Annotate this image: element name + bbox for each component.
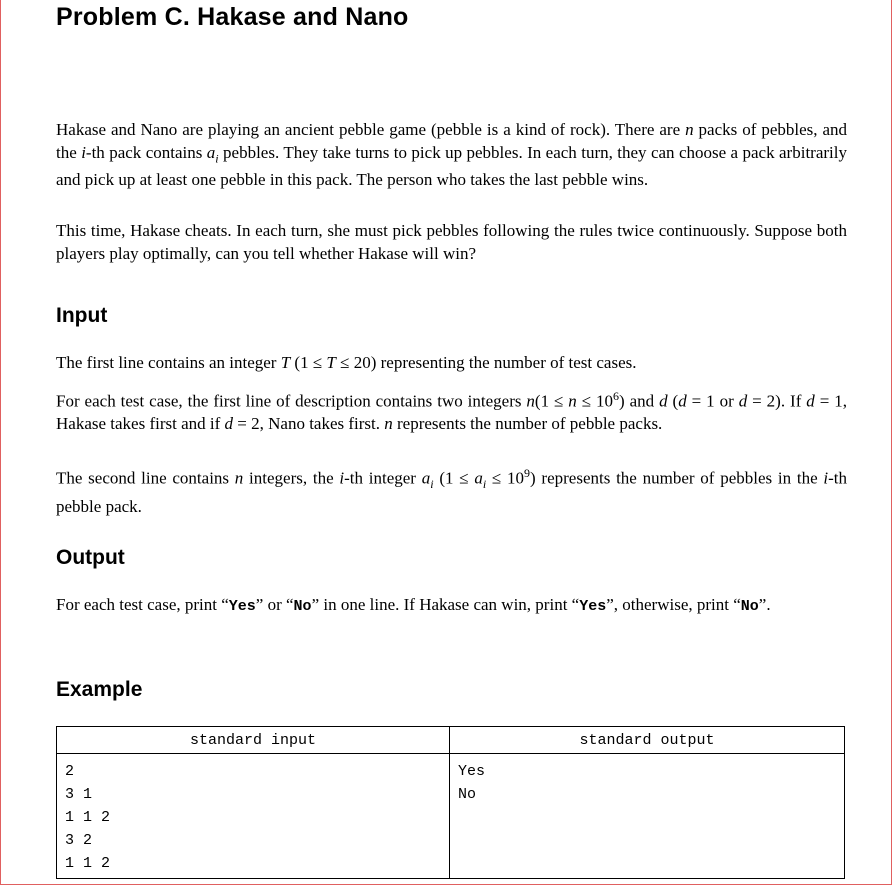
input-line: 2	[65, 763, 75, 780]
input-paragraph-1: The first line contains an integer T (1 ≤ T ≤ 20) representing the number of test cases.	[56, 353, 637, 372]
input-paragraph-3: The second line contains n integers, the i-th integer $a_i$ $(1 \le a_i \le 10^9)$ represents the number of pebbles in the i-th pebble pack.	[56, 466, 847, 516]
example-input-header: standard input	[57, 727, 450, 754]
example-table	[56, 726, 845, 879]
input-line: 3 2	[65, 832, 93, 849]
example-input-cell	[57, 754, 450, 879]
input-line: 3 1	[65, 786, 93, 803]
statement-paragraph-1: Hakase and Nano are playing an ancient pebble game (pebble is a kind of rock). There are n packs of pebbles, and the i-th pack contains $a_i$ pebbles. They take turns to pick up pebbles. In each turn, they can choose a pack arbitrarily and pick up at least one pebble in this pack. The person who takes the last pebble wins.	[56, 120, 848, 190]
example-output-header: standard output	[450, 727, 845, 754]
output-heading: Output	[56, 546, 125, 569]
output-line: Yes	[458, 763, 486, 780]
output-paragraph: For each test case, print “Yes” or “No” in one line. If Hakase can win, print “Yes”, otherwise, print “No”.	[56, 595, 771, 615]
input-line: 1 1 2	[65, 809, 111, 826]
example-output-cell	[450, 754, 845, 879]
input-heading: Input	[56, 304, 108, 327]
statement-paragraph-2: This time, Hakase cheats. In each turn, she must pick pebbles following the rules twice continuously. Suppose both players play optimally, can you tell whether Hakase will win?	[56, 221, 847, 263]
input-paragraph-2: For each test case, the first line of description contains two integers $n(1 \le n \le 10^6)$ and d (d = 1 or d = 2). If d = 1, Hakase takes first and if d = 2, Nano takes first. n represents the number of pebble packs.	[56, 389, 848, 434]
problem-title: Problem C. Hakase and Nano	[56, 3, 409, 31]
input-line: 1 1 2	[65, 855, 111, 872]
output-line: No	[458, 786, 477, 803]
example-heading: Example	[56, 678, 143, 701]
